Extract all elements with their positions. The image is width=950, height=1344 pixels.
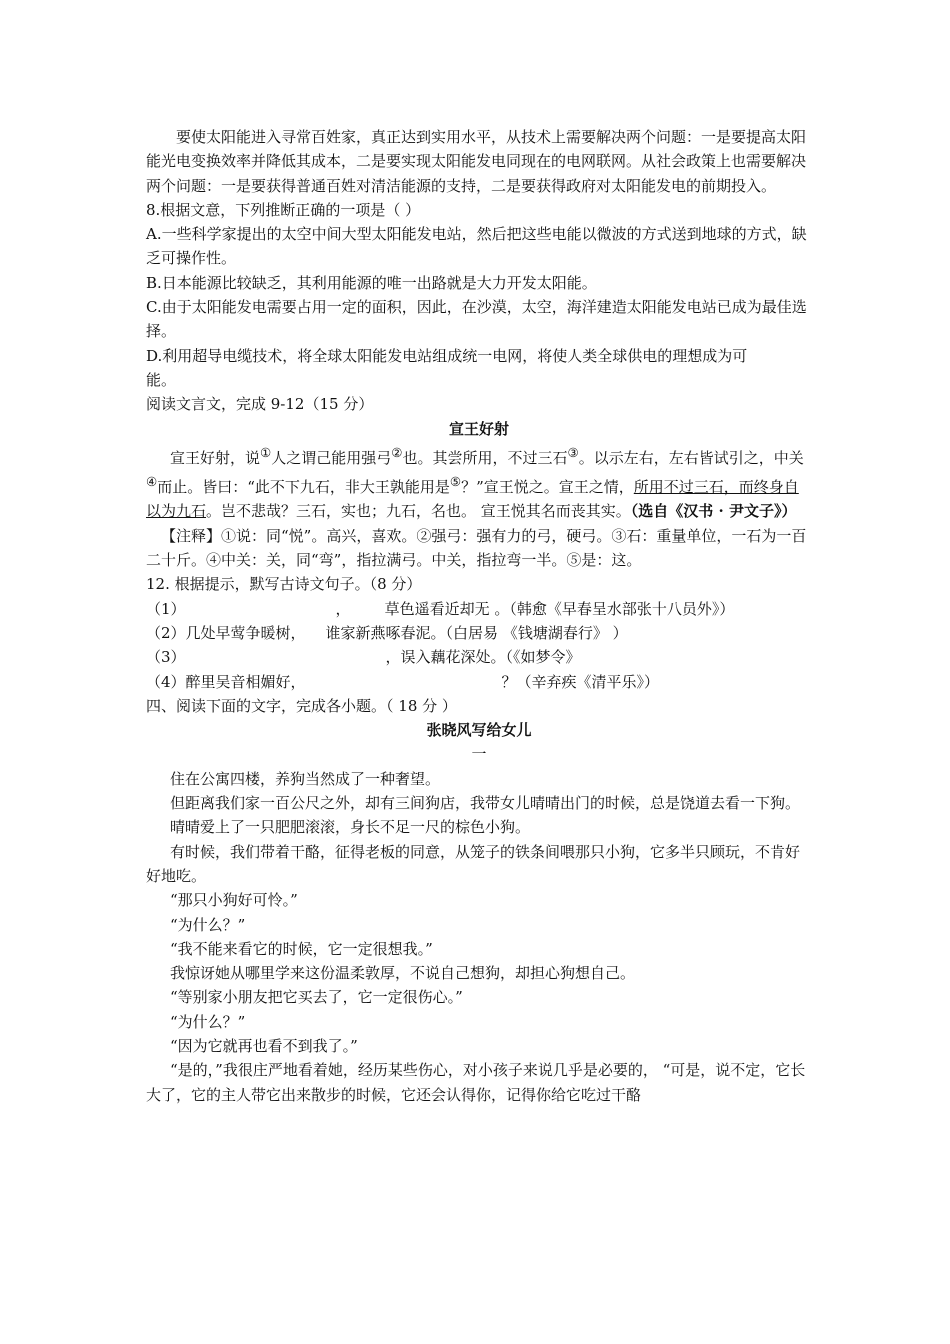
passage-intro-paragraph: 要使太阳能进入寻常百姓家，真正达到实用水平，从技术上需要解决两个问题：一是要提高太阳能光电变换效率并降低其成本，二是要实现太阳能发电同现在的电网联网。从社会政策上也需要解决两个问题：一是要获得普通百姓对清洁能源的支持，二是要获得政府对太阳能发电的前期投入。: [146, 128, 807, 195]
story-paragraph: “因为它就再也看不到我了。”: [170, 1036, 358, 1055]
question-12-line-3: [146, 645, 812, 669]
note-ref-2: ②: [391, 444, 403, 460]
story-paragraph: 晴晴爱上了一只肥肥滚滚，身长不足一尺的棕色小狗。: [170, 818, 531, 837]
classical-text: [146, 441, 812, 524]
q12-1-text: 草色遥看近却无 。（韩愈《早春呈水部张十八员外》）: [384, 599, 735, 618]
q12-4-text-b: ？（辛弃疾《清平乐》）: [501, 672, 660, 691]
q12-1-comma: ，: [335, 599, 351, 618]
q12-2-text-a: （2）几处早莺争暖树，: [146, 623, 306, 642]
q12-4-text-a: （4）醉里吴音相媚好，: [146, 672, 306, 691]
document-page: [146, 125, 812, 1107]
question-8-option-a: A.一些科学家提出的太空中间大型太阳能发电站，然后把这些电能以微波的方式送到地球的方式，缺乏可操作性。: [146, 225, 807, 268]
section-4-heading: 四、阅读下面的文字，完成各小题。（ 18 分 ）: [146, 696, 457, 715]
classical-text-seg1: 宣王好射，说: [170, 448, 261, 467]
q12-3-text: ，误入藕花深处。（《如梦令》: [385, 648, 581, 667]
question-12-line-4: [146, 670, 812, 694]
classical-text-seg4: 。以示左右，左右皆试引之，中关: [578, 448, 804, 467]
story-paragraph: 我惊讶她从哪里学来这份温柔敦厚，不说自己想狗，却担心狗想自己。: [170, 964, 636, 983]
question-8-stem: 8.根据文意，下列推断正确的一项是（ ）: [146, 200, 421, 219]
section-4-part-number: 一: [471, 745, 487, 764]
note-ref-4: ④: [146, 474, 158, 490]
question-12-line-2: [146, 621, 812, 645]
classical-text-seg7: 。岂不悲哉？三石，实也；九石，名也。 宣王悦其名而丧其实。: [206, 502, 631, 521]
story-paragraph: 有时候，我们带着干酪，征得老板的同意，从笼子的铁条间喂那只小狗，它多半只顾玩，不肯好好地吃。: [146, 842, 801, 885]
question-12-line-1: [146, 597, 812, 621]
note-ref-1: ①: [260, 444, 272, 460]
q12-3-label: （3）: [146, 648, 186, 667]
classical-text-seg2: 人之谓己能用强弓: [271, 448, 392, 467]
story-paragraph: “为什么？”: [170, 1012, 246, 1031]
section-4-title: 张晓风写给女儿: [426, 721, 532, 740]
classical-intro: 阅读文言文，完成 9-12（15 分）: [146, 395, 374, 414]
classical-text-seg6: ？”宣王悦之。宣王之情，: [461, 478, 634, 497]
question-8-option-c: C.由于太阳能发电需要占用一定的面积，因此，在沙漠，太空，海洋建造太阳能发电站已成为最佳选择。: [146, 298, 807, 341]
story-paragraph: 住在公寓四楼，养狗当然成了一种奢望。: [170, 769, 441, 788]
q12-1-label: （1）: [146, 599, 186, 618]
underlined-sentence: 所用不过三石，而终身自以为九石: [146, 478, 799, 521]
question-12-stem: 12. 根据提示，默写古诗文句子。（8 分）: [146, 575, 422, 594]
q12-2-text-b: 谁家新燕啄春泥。（白居易 《钱塘湖春行》 ）: [325, 623, 628, 642]
story-paragraph: “是的，”我很庄严地看着她，经历某些伤心，对小孩子来说几乎是必要的， “可是，说不定，它长大了，它的主人带它出来散步的时候，它还会认得你，记得你给它吃过干酪: [146, 1061, 806, 1104]
classical-notes: 【注释】①说：同“悦”。高兴，喜欢。②强弓：强有力的弓，硬弓。③石：重量单位，一石为一百二十斤。④中关：关，同“弯”，指拉满弓。中关，指拉弯一半。⑤是：这。: [146, 526, 807, 570]
question-8-option-b: B.日本能源比较缺乏，其利用能源的唯一出路就是大力开发太阳能。: [146, 273, 597, 292]
story-paragraph: “我不能来看它的时候，它一定很想我。”: [170, 939, 433, 958]
classical-text-seg5: 而止。皆曰：“此不下九石，非大王孰能用是: [157, 478, 450, 497]
classical-title: 宣王好射: [448, 419, 509, 438]
story-paragraph: “等别家小朋友把它买去了，它一定很伤心。”: [170, 988, 463, 1007]
note-ref-3: ③: [567, 444, 579, 460]
story-paragraph: 但距离我们家一百公尺之外，却有三间狗店，我带女儿晴晴出门的时候，总是饶道去看一下狗。: [170, 794, 801, 813]
story-paragraph: “为什么？”: [170, 915, 246, 934]
classical-source: （选自《汉书 · 尹文子》）: [630, 502, 797, 521]
question-8-option-d-line1: D.利用超导电缆技术，将全球太阳能发电站组成统一电网，将使人类全球供电的理想成为可: [146, 346, 748, 365]
classical-text-seg3: 也。其尝所用，不过三石: [402, 448, 568, 467]
story-paragraph: “那只小狗好可怜。”: [170, 891, 298, 910]
note-ref-5: ⑤: [449, 474, 462, 490]
question-8-option-d-line2: 能。: [146, 370, 177, 389]
